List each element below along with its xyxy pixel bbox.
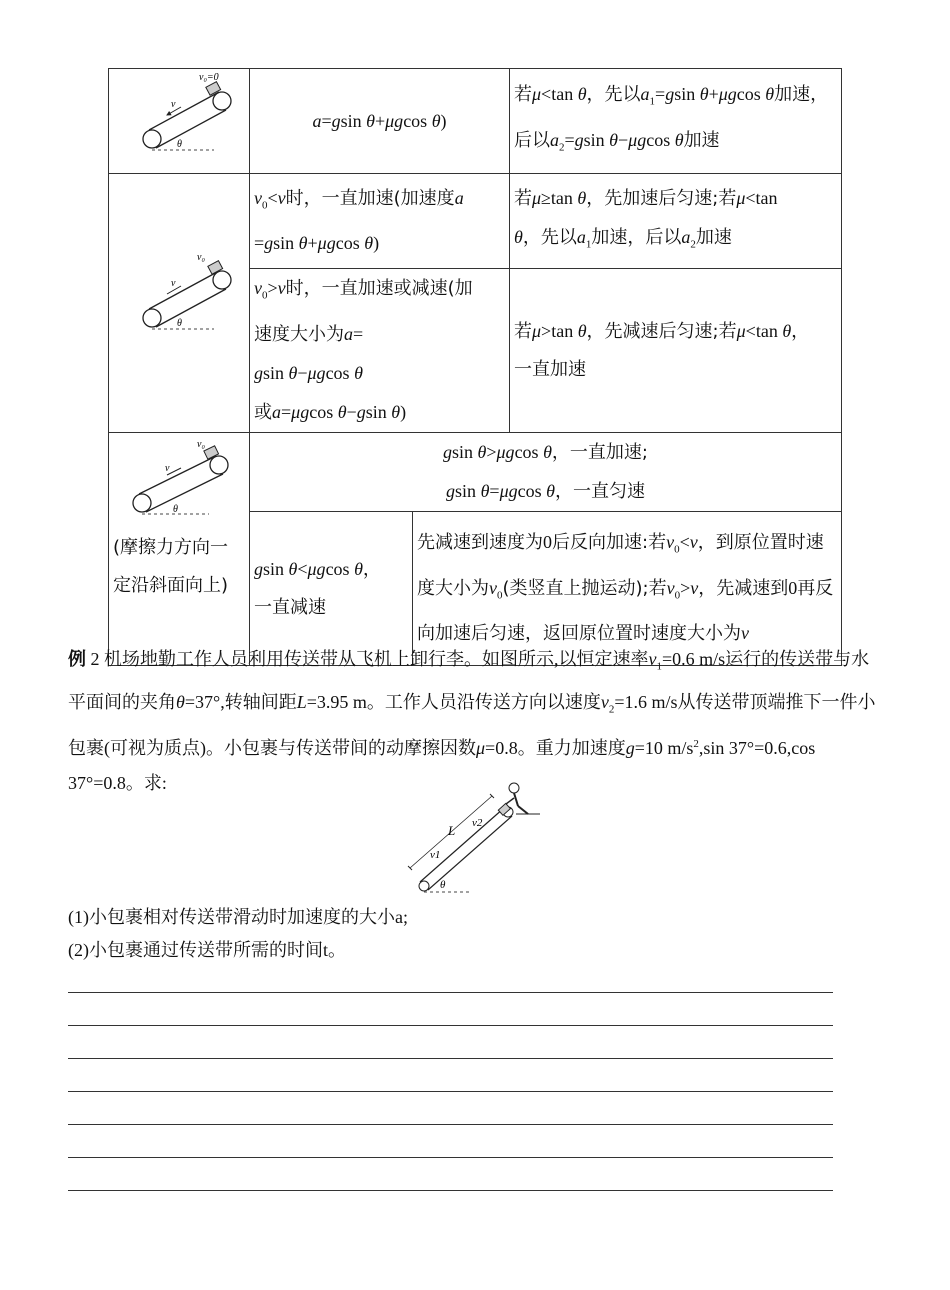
svg-text:θ: θ [173,503,178,515]
row1-condition: 若μ<tan θ，先以$a_1=gsin$ θ+μgcos θ加速，后以$a_2=gsin$ θ−μgcos θ加速 [510,69,842,174]
answer-line[interactable] [68,1025,833,1026]
row3-caption: (摩擦力方向一定沿斜面向上) [113,536,229,596]
question-1: (1)小包裹相对传送带滑动时加速度的大小a; [68,907,408,927]
row3-decelerate: gsin θ<μgcos θ， 一直减速 [250,511,413,665]
svg-text:v₀: v₀ [197,438,205,450]
answer-line[interactable] [68,1124,833,1125]
label-L: L [448,823,456,838]
belt-diagram-2 [119,246,239,346]
answer-line[interactable] [68,1157,833,1158]
svg-text:v₀=0: v₀=0 [199,72,219,83]
row1-acceleration: a=gsin θ+μgcos θ) [250,69,510,174]
svg-text:v₀: v₀ [197,251,205,263]
row3-figure [109,432,250,665]
label-v2: v2 [472,817,483,829]
example-label: 例 [68,649,86,669]
svg-text:θ: θ [177,317,182,329]
conveyor-table [108,68,842,666]
row2-case1: $v_0<v$时，一直加速(加速度a =gsin θ+μgcos θ) [250,174,510,269]
row3-top: gsin θ>μgcos θ，一直加速; gsin θ=μgcos θ，一直匀速 [250,432,842,511]
example-2-text: 例 2 机场地勤工作人员利用传送带从飞机上卸行李。如图所示,以恒定速率$v_1=0.6$ m/s运行的传送带与水平面间的夹角θ=37°,转轴间距L=3.95 m。工作人员沿传送方向以速度$v_2=1.6$ m/s从传送带顶端推下一件小包裹(可视为质点)。小包裹与传送带间的动摩擦因数μ=0.8。重力加速度g=10 $m/s^2,\sin$ 37°=0.6,cos 37°=0.8。求: [68,649,876,794]
example-number: 2 [90,649,100,669]
question-2: (2)小包裹通过传送带所需的时间t。 [68,940,346,960]
row2-case2: $v_0>v$时，一直加速或减速(加 速度大小为a= gsin θ−μgcos θ 或a=μgcos θ−gsin θ) [250,269,510,433]
row3-description: 先减速到速度为0后反向加速:若$v_0<v$，到原位置时速度大小为$v_0$(类竖直上抛运动);若$v_0>v$，先减速到0再反向加速后匀速，返回原位置时速度大小为v [413,511,842,665]
answer-line[interactable] [68,992,833,993]
answer-line[interactable] [68,1091,833,1092]
svg-text:θ: θ [177,139,182,150]
row2-case2-condition: 若μ>tan θ，先减速后匀速;若μ<tan θ， 一直加速 [510,269,842,433]
answer-line[interactable] [68,1190,833,1191]
label-theta: θ [440,879,446,891]
row2-figure [109,174,250,433]
answer-line[interactable] [68,1058,833,1059]
svg-text:v: v [171,277,176,289]
belt-diagram-3 [127,439,247,519]
row2-case1-condition: 若μ≥tan θ，先加速后匀速;若μ<tan θ，先以$a_1$加速，后以$a_2$加速 [510,174,842,269]
belt-diagram-1 [119,69,239,159]
row1-figure [109,69,250,174]
example-belt-figure [400,778,550,896]
label-v1: v1 [430,849,441,861]
svg-text:v: v [165,462,170,474]
svg-text:v: v [171,99,176,110]
